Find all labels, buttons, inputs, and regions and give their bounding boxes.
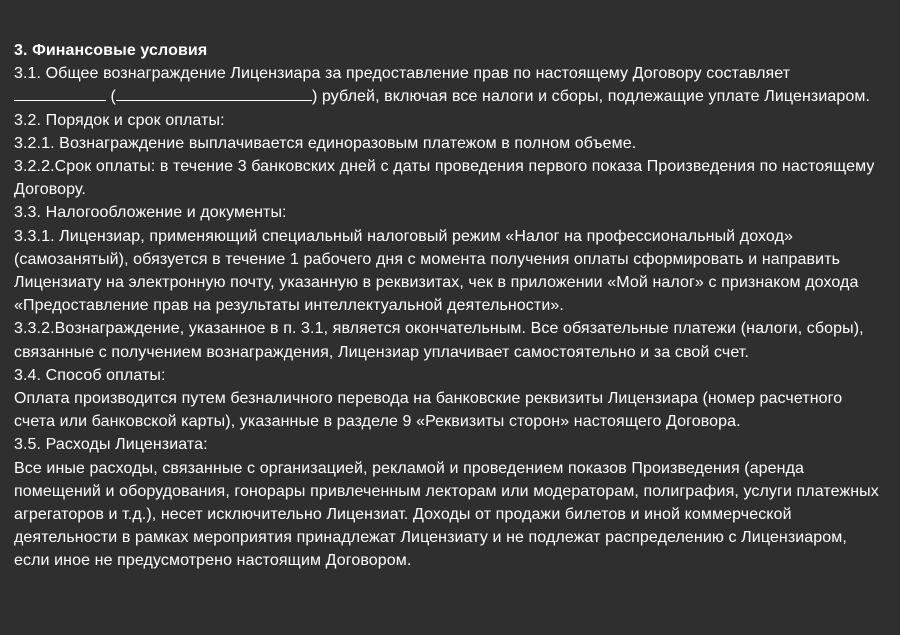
section-heading: 3. Финансовые условия (14, 42, 208, 59)
document-body (14, 39, 886, 573)
amount-digits-blank (14, 85, 106, 101)
paragraph-3-2-1: 3.2.1. Вознаграждение выплачивается единоразовым платежом в полном объеме. (14, 134, 637, 152)
paragraph-3-4-text: Оплата производится путем безналичного перевода на банковские реквизиты Лицензиара (номер расчетного счета или банковской карты), указанные в разделе 9 «Реквизиты сторон» настоящего Договора. (14, 390, 843, 431)
paren-open: ( (106, 88, 116, 106)
paragraph-3-3-2: 3.3.2.Вознаграждение, указанное в п. 3.1, является окончательным. Все обязательные платежи (налоги, сборы), связанные с получением вознаграждения, Лицензиар уплачивает самостоятельно и за свой счет. (14, 320, 864, 361)
paragraph-3-3-1: 3.3.1. Лицензиар, применяющий специальный налоговый режим «Налог на профессиональный доход» (самозанятый), обязуется в течение 1 рабочего дня с момента получения оплаты сформировать и направить Лицензиату на электронную почту, указанную в реквизитах, чек в приложении «Мой налог» с признаком дохода «Предоставление прав на результаты интеллектуальной деятельности». (14, 227, 859, 315)
paragraph-3-5-text: Все иные расходы, связанные с организацией, рекламой и проведением показов Произведения (аренда помещений и оборудования, гонорары привлеченным лекторам или модераторам, полиграфия, услуги платежных агрегаторов и т.д.), несет исключительно Лицензиат. Доходы от продажи билетов и иной коммерческой деятельности в рамках мероприятия принадлежат Лицензиату и не подлежат распределению с Лицензиаром, если иное не предусмотрено настоящим Договором. (14, 459, 879, 570)
amount-words-blank (116, 85, 312, 101)
paragraph-3-5: 3.5. Расходы Лицензиата: (14, 436, 208, 454)
paragraph-3-2: 3.2. Порядок и срок оплаты: (14, 111, 225, 129)
paragraph-3-3: 3.3. Налогообложение и документы: (14, 204, 287, 222)
paragraph-3-2-2: 3.2.2.Срок оплаты: в течение 3 банковских дней с даты проведения первого показа Произведения по настоящему Договору. (14, 158, 875, 199)
paragraph-3-4: 3.4. Способ оплаты: (14, 366, 166, 384)
paragraph-3-1 (14, 62, 886, 108)
paragraph-3-1-end: ) рублей, включая все налоги и сборы, подлежащие уплате Лицензиаром. (311, 88, 870, 106)
paragraph-3-1-text: 3.1. Общее вознаграждение Лицензиара за предоставление прав по настоящему Договору составляет (14, 65, 791, 83)
